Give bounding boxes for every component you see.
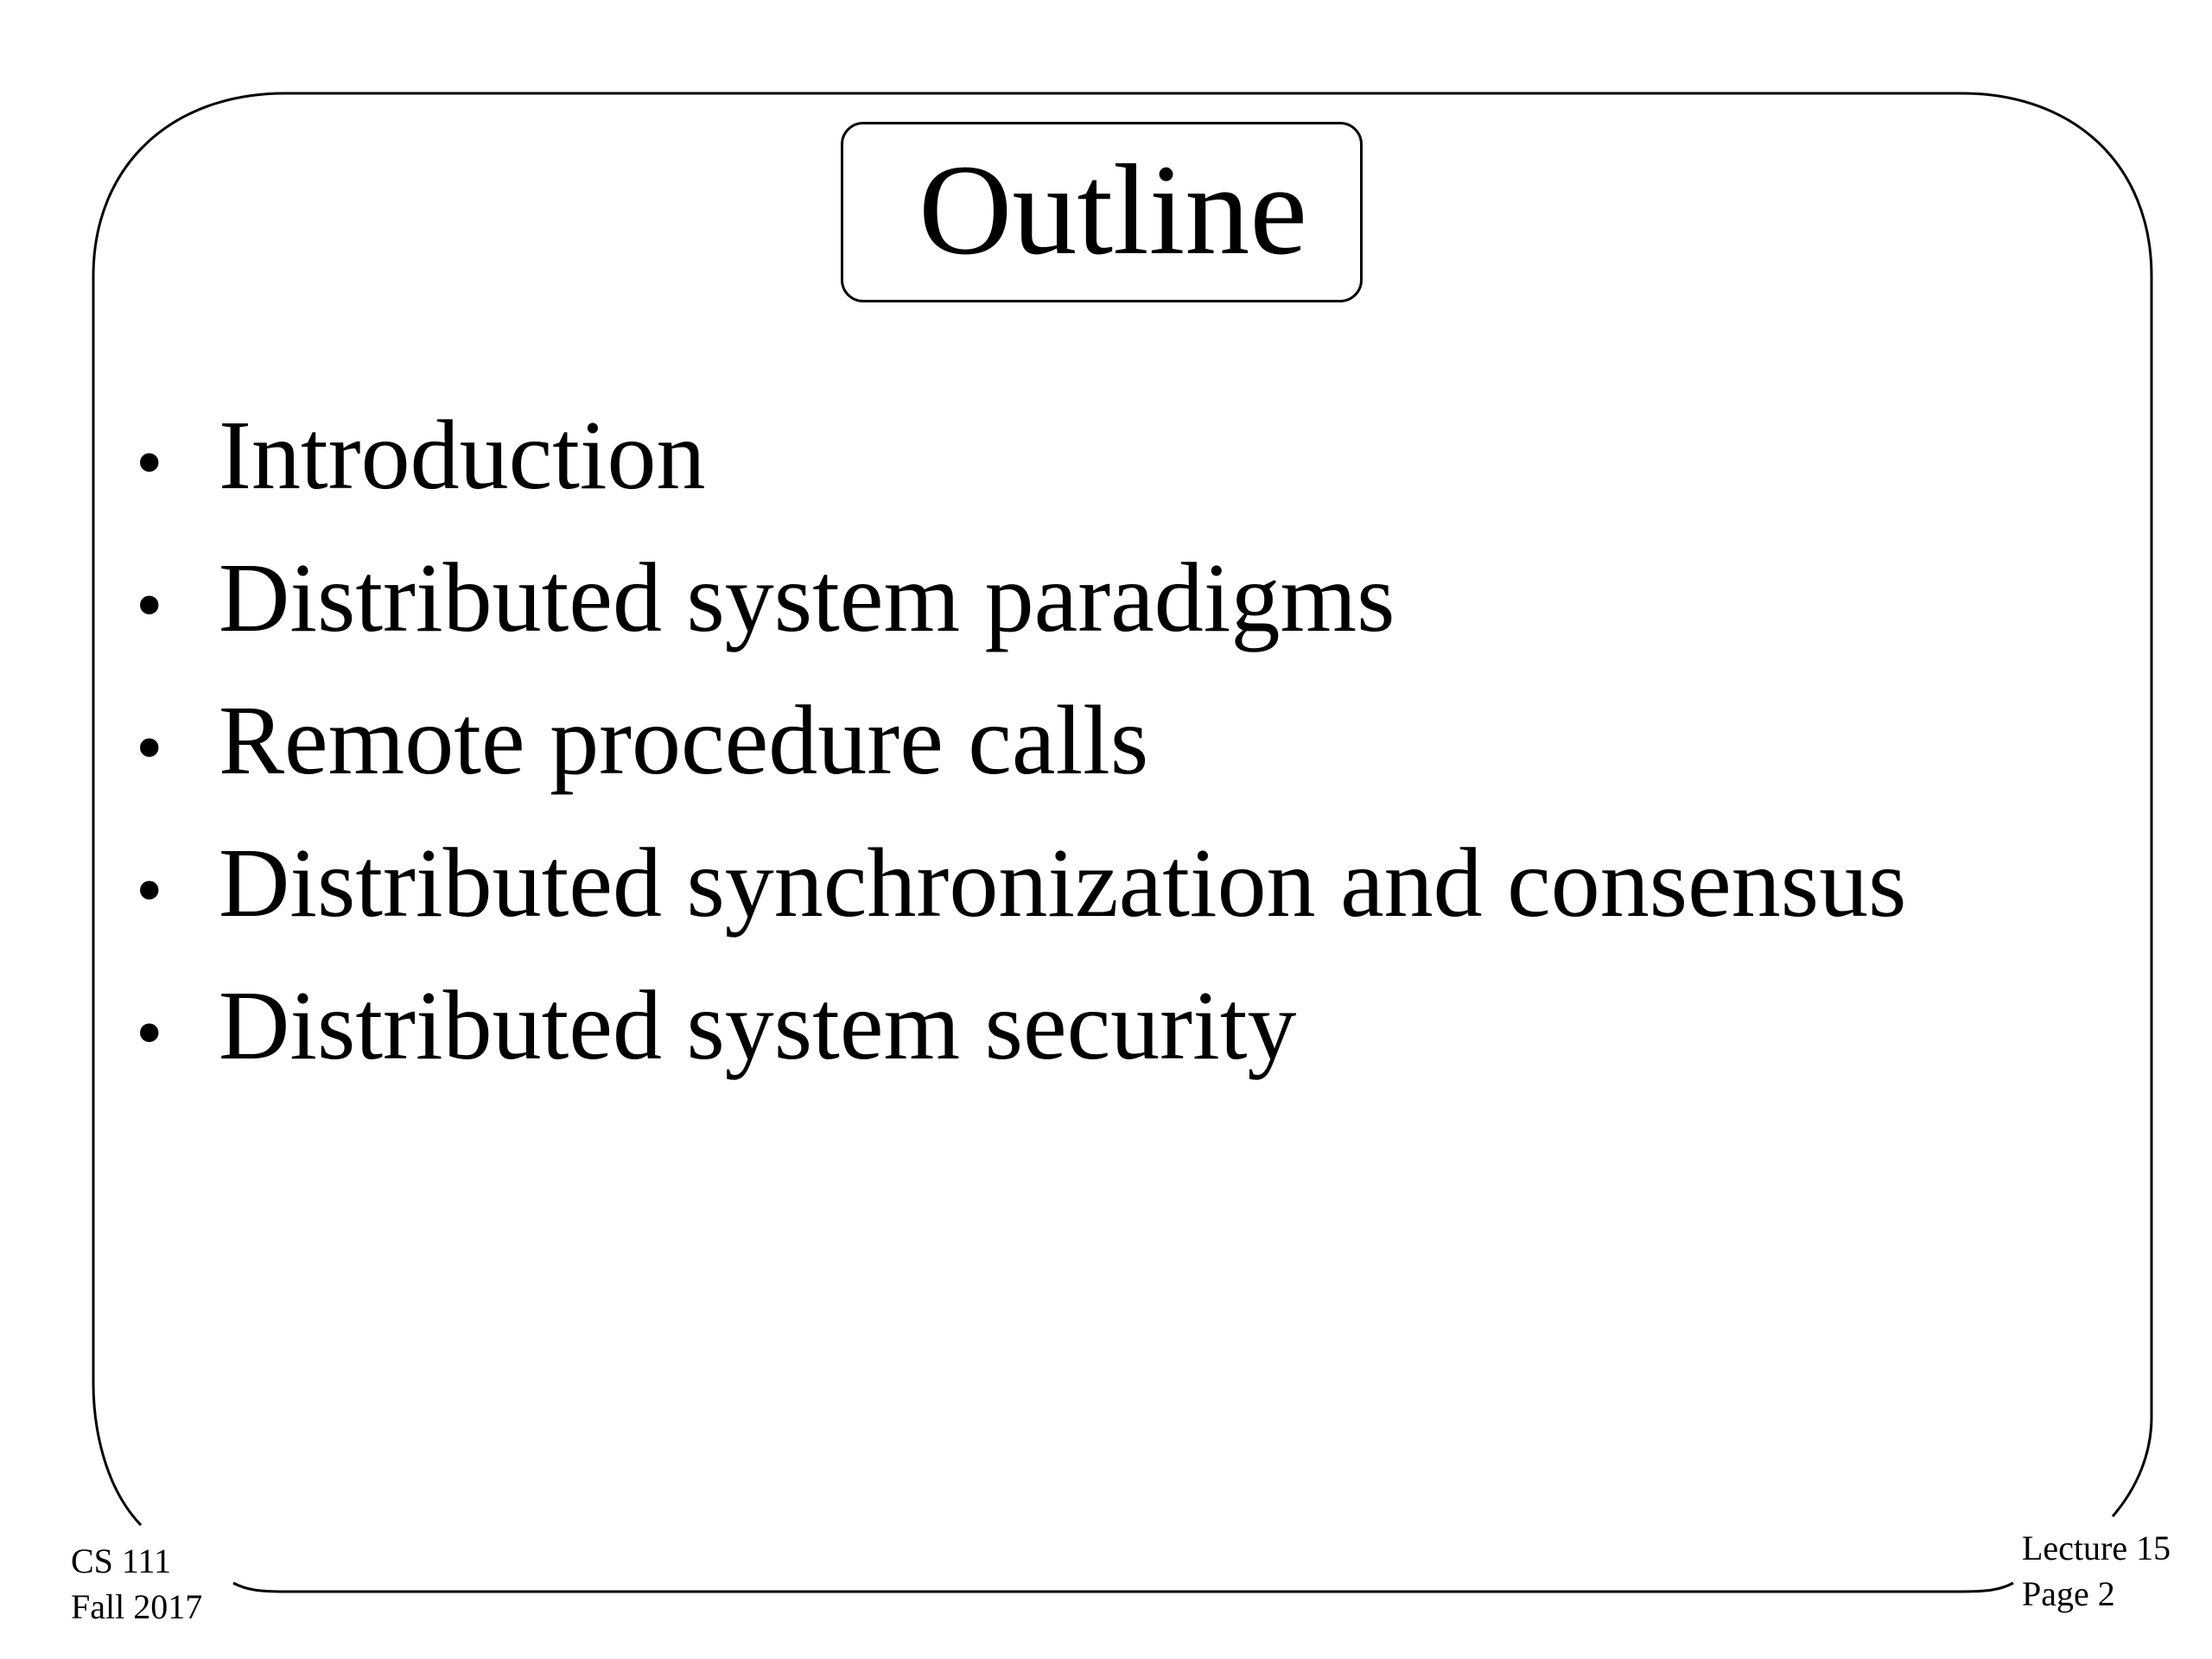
footer-course: CS 111 <box>71 1541 171 1580</box>
bullet-text: Introduction <box>219 400 706 510</box>
footer-lecture-info <box>2022 1525 2171 1617</box>
bullet-icon: • <box>136 705 163 791</box>
bullet-icon: • <box>136 848 163 933</box>
bullet-item <box>134 970 1906 1119</box>
bullet-item <box>134 400 1906 549</box>
footer-page-number: Page 2 <box>2022 1574 2115 1613</box>
bullet-icon: • <box>136 420 163 505</box>
bullet-text: Remote procedure calls <box>219 685 1149 795</box>
bullet-item <box>134 543 1906 691</box>
bullet-text: Distributed system paradigms <box>219 543 1395 652</box>
bullet-icon: • <box>136 563 163 648</box>
footer-course-info <box>71 1538 202 1630</box>
footer-lecture: Lecture 15 <box>2022 1529 2171 1567</box>
footer-term: Fall 2017 <box>71 1587 203 1626</box>
bullet-item <box>134 828 1907 976</box>
bullet-item <box>134 685 1906 834</box>
bullet-text: Distributed synchronization and consensus <box>219 828 1907 938</box>
slide-title: Outline <box>918 137 1307 282</box>
slide-title-box <box>841 122 1363 302</box>
bullet-text: Distributed system security <box>219 970 1297 1080</box>
bullet-icon: • <box>136 990 163 1076</box>
slide-footer-rule <box>233 1583 2013 1592</box>
bullet-list <box>134 400 1907 1119</box>
